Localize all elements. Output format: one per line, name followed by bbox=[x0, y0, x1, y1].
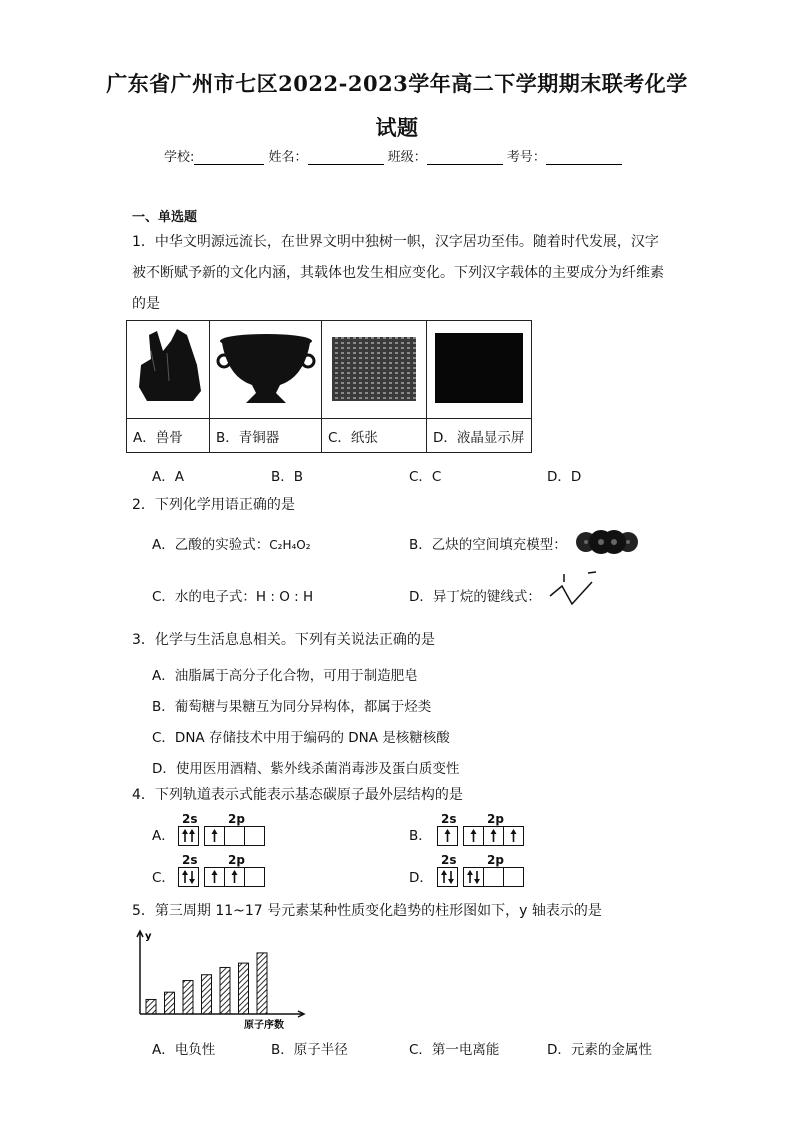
orbital-box bbox=[504, 827, 523, 845]
name-blank[interactable] bbox=[308, 151, 384, 165]
exam-no-blank[interactable] bbox=[546, 151, 622, 165]
q1-line1: 1．中华文明源远流长，在世界文明中独树一帜，汉字居功至伟。随着时代发展，汉字 bbox=[132, 234, 659, 250]
subshell-2s-label: 2s bbox=[441, 812, 457, 826]
q4-option-a[interactable]: A． bbox=[152, 828, 175, 844]
bar-15 bbox=[220, 967, 230, 1014]
lcd-image-cell bbox=[427, 321, 532, 419]
q2-a-formula: C₂H₄O₂ bbox=[269, 538, 311, 552]
arrow-head bbox=[441, 870, 447, 875]
q2-b-text: B．乙炔的空间填充模型： bbox=[409, 537, 567, 553]
student-info-row bbox=[164, 146, 622, 165]
orbital-box bbox=[484, 868, 504, 886]
bronze-vessel-image bbox=[210, 321, 321, 414]
orbital-box bbox=[225, 868, 245, 886]
name-label: 姓名： bbox=[268, 150, 308, 165]
subshell-2s-label: 2s bbox=[182, 812, 198, 826]
q5-option-d[interactable]: D．元素的金属性 bbox=[547, 1042, 652, 1058]
q5-option-b[interactable]: B．原子半径 bbox=[271, 1042, 348, 1058]
orbital-box bbox=[438, 868, 457, 886]
orbital-box bbox=[484, 827, 504, 845]
orbital-box bbox=[205, 827, 225, 845]
q1-option-b[interactable]: B．B bbox=[271, 469, 304, 485]
bar-14 bbox=[202, 975, 212, 1014]
q3-option-b[interactable]: B．葡萄糖与果糖互为同分异构体，都属于烃类 bbox=[152, 699, 432, 715]
q2-option-b[interactable] bbox=[409, 533, 567, 553]
q4-option-b[interactable]: B． bbox=[409, 828, 432, 844]
doc-title-line2: 试题 bbox=[375, 115, 419, 140]
table-label-d: D．液晶显示屏 bbox=[427, 419, 532, 453]
q1-option-c[interactable]: C．C bbox=[409, 469, 442, 485]
arrow-head bbox=[212, 870, 218, 875]
arrow-head bbox=[445, 829, 451, 834]
q2-a-text: A．乙酸的实验式： bbox=[152, 537, 270, 553]
arrow-head bbox=[448, 879, 454, 884]
q4-option-c[interactable]: C． bbox=[152, 870, 175, 886]
orbital-box bbox=[245, 827, 264, 845]
q2-option-c[interactable]: C．水的电子式：H : O : H bbox=[152, 589, 314, 605]
arrow-head bbox=[511, 829, 517, 834]
q3-option-d[interactable]: D．使用医用酒精、紫外线杀菌消毒涉及蛋白质变性 bbox=[152, 761, 460, 777]
orbital-box bbox=[179, 827, 198, 845]
q3-stem: 3．化学与生活息息相关。下列有关说法正确的是 bbox=[132, 632, 435, 648]
table-label-b: B．青铜器 bbox=[210, 419, 322, 453]
subshell-2s-label: 2s bbox=[441, 853, 457, 867]
q1-line2: 被不断赋予新的文化内涵，其载体也发生相应变化。下列汉字载体的主要成分为纤维素 bbox=[132, 265, 664, 281]
orbital-box bbox=[464, 868, 484, 886]
orbital-2p-boxes bbox=[463, 826, 524, 846]
orbital-2s-boxes bbox=[437, 826, 458, 846]
bone-image-cell bbox=[127, 321, 210, 419]
bar-16 bbox=[239, 963, 249, 1014]
bronze-image-cell bbox=[210, 321, 322, 419]
subshell-2p-label: 2p bbox=[228, 853, 245, 867]
q2-d-text: D．异丁烷的键线式： bbox=[409, 589, 541, 605]
arrow-head bbox=[471, 829, 477, 834]
bar-13 bbox=[183, 981, 193, 1014]
bar-12 bbox=[165, 992, 175, 1014]
y-axis bbox=[137, 931, 143, 1014]
orbital-box bbox=[205, 868, 225, 886]
subshell-2p-label: 2p bbox=[487, 812, 504, 826]
class-label: 班级： bbox=[387, 150, 427, 165]
bar-17 bbox=[257, 953, 267, 1014]
q4-option-d[interactable]: D． bbox=[409, 870, 433, 886]
q3-option-c[interactable]: C．DNA 存储技术中用于编码的 DNA 是核糖核酸 bbox=[152, 730, 450, 746]
orbital-box bbox=[225, 827, 245, 845]
q1-line3: 的是 bbox=[132, 296, 160, 312]
orbital-2s-boxes bbox=[178, 867, 199, 887]
subshell-2s-label: 2s bbox=[182, 853, 198, 867]
arrow-head bbox=[474, 879, 480, 884]
orbital-box bbox=[179, 868, 198, 886]
q1-option-a[interactable]: A．A bbox=[152, 469, 184, 485]
q4-stem: 4．下列轨道表示式能表示基态碳原子最外层结构的是 bbox=[132, 787, 463, 803]
orbital-box bbox=[464, 827, 484, 845]
subshell-2p-label: 2p bbox=[487, 853, 504, 867]
school-label: 学校: bbox=[164, 150, 195, 165]
doc-title-line1: 广东省广州市七区2022-2023学年高二下学期期末联考化学 bbox=[106, 71, 688, 96]
paper-image-cell bbox=[322, 321, 427, 419]
lcd-screen-image bbox=[427, 321, 531, 414]
table-label-a: A．兽骨 bbox=[127, 419, 210, 453]
orbital-2s-boxes bbox=[437, 867, 458, 887]
q2-stem: 2．下列化学用语正确的是 bbox=[132, 497, 295, 513]
acetylene-model-image bbox=[574, 528, 640, 556]
q3-option-a[interactable]: A．油脂属于高分子化合物，可用于制造肥皂 bbox=[152, 668, 418, 684]
section-heading: 一、单选题 bbox=[132, 210, 198, 225]
exam-no-label: 考号： bbox=[506, 150, 546, 165]
subshell-2p-label: 2p bbox=[228, 812, 245, 826]
arrow-head bbox=[189, 879, 195, 884]
arrow-head bbox=[189, 829, 195, 834]
arrow-head bbox=[491, 829, 497, 834]
class-blank[interactable] bbox=[427, 151, 503, 165]
y-axis-label: y bbox=[145, 931, 152, 942]
arrow-head bbox=[212, 829, 218, 834]
q5-option-c[interactable]: C．第一电离能 bbox=[409, 1042, 500, 1058]
oracle-bone-image bbox=[127, 321, 209, 414]
orbital-2p-boxes bbox=[204, 867, 265, 887]
paper-image bbox=[322, 321, 426, 414]
arrow-head bbox=[467, 870, 473, 875]
q2-option-d[interactable] bbox=[409, 585, 541, 605]
isobutane-skeletal-image bbox=[548, 570, 600, 608]
x-axis-label: 原子序数 bbox=[244, 1020, 284, 1030]
arrow-head bbox=[182, 870, 188, 875]
orbital-2s-boxes bbox=[178, 826, 199, 846]
q5-stem: 5．第三周期 11~17 号元素某种性质变化趋势的柱形图如下，y 轴表示的是 bbox=[132, 903, 602, 919]
q1-option-d[interactable]: D．D bbox=[547, 469, 582, 485]
table-label-c: C．纸张 bbox=[322, 419, 427, 453]
q1-image-table bbox=[126, 320, 532, 453]
q2-option-a[interactable] bbox=[152, 533, 311, 553]
school-blank[interactable] bbox=[194, 151, 264, 165]
orbital-box bbox=[504, 868, 523, 886]
q5-option-a[interactable]: A．电负性 bbox=[152, 1042, 216, 1058]
orbital-2p-boxes bbox=[463, 867, 524, 887]
orbital-box bbox=[438, 827, 457, 845]
arrow-head bbox=[232, 870, 238, 875]
orbital-box bbox=[245, 868, 264, 886]
q5-bar-chart bbox=[126, 926, 306, 1030]
arrow-head bbox=[182, 829, 188, 834]
bar-11 bbox=[146, 999, 156, 1014]
orbital-2p-boxes bbox=[204, 826, 265, 846]
